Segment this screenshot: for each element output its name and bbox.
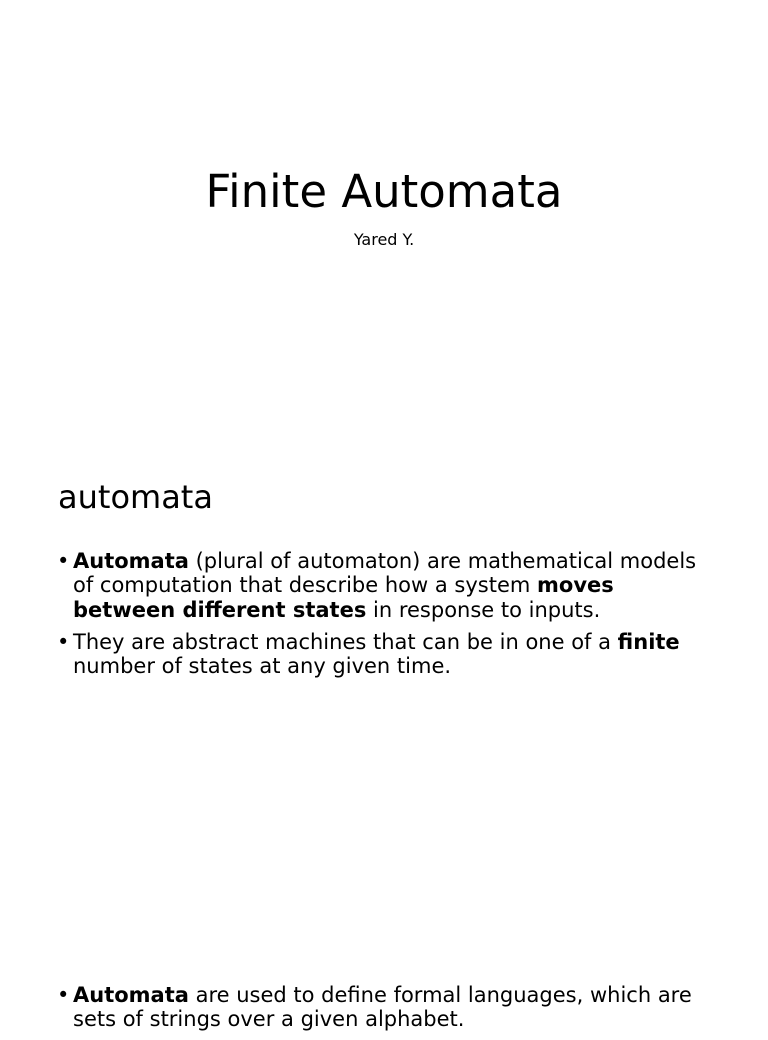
bold-term: Automata (73, 983, 189, 1007)
slide-heading: automata (58, 478, 213, 516)
bullet-text: number of states at any given time. (73, 654, 452, 679)
bullet-marker: • (57, 629, 70, 654)
content-slide-languages (0, 880, 768, 1032)
bullet-text: They are abstract machines that can be in one of a (73, 629, 618, 654)
bold-term: Automata (73, 549, 189, 573)
bullet-list (57, 983, 707, 1040)
bullet-marker: • (57, 983, 70, 1007)
bullet-text: (plural of automaton) are mathematical models of computation that describe how a system (73, 549, 697, 598)
bold-term: finite (617, 629, 680, 654)
title-slide (0, 0, 768, 440)
bullet-text: in response to inputs. (366, 597, 601, 622)
bullet-marker: • (57, 549, 70, 573)
bullet-item (57, 630, 707, 679)
slide-title: Finite Automata (205, 165, 563, 218)
bold-phrase: moves between different states (73, 573, 614, 622)
bullet-item (57, 549, 707, 622)
bullet-item (57, 983, 707, 1032)
bullet-list (57, 549, 707, 686)
bullet-text: are used to define formal languages, which are sets of strings over a given alphabet. (73, 983, 692, 1032)
slide-subtitle-author: Yared Y. (353, 230, 415, 249)
content-slide-automata (0, 440, 768, 880)
